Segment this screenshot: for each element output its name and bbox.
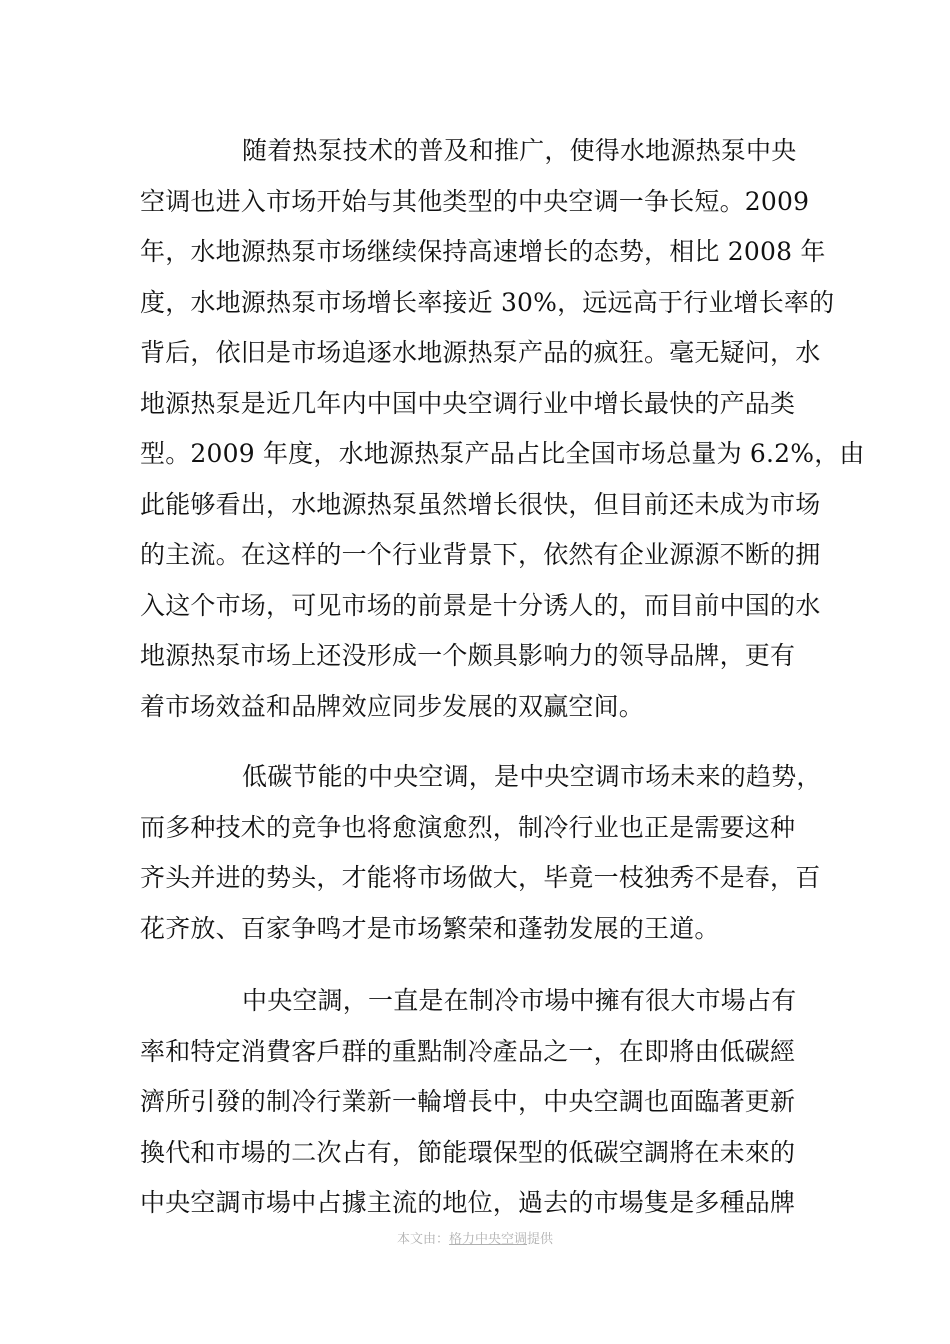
text-line: 濟所引發的制冷行業新一輪增長中，中央空調也面臨著更新 <box>140 1087 796 1116</box>
paragraph-low-carbon <box>140 752 820 954</box>
text-line: 背后，依旧是市场追逐水地源热泵产品的疯狂。毫无疑问，水 <box>140 338 821 367</box>
text-line: 花齐放、百家争鸣才是市场繁荣和蓬勃发展的王道。 <box>140 913 720 943</box>
text-line: 空调也进入市场开始与其他类型的中央空调一争长短。2009 <box>140 186 810 216</box>
paragraph-water-source-heat-pump <box>140 126 865 732</box>
text-line: 低碳节能的中央空调，是中央空调市场未来的趋势， <box>242 762 822 791</box>
text-line: 着市场效益和品牌效应同步发展的双赢空间。 <box>140 691 645 721</box>
text-line: 換代和市場的二次占有，節能環保型的低碳空調將在未來的 <box>140 1137 796 1167</box>
footer-link[interactable]: 格力中央空调 <box>448 1232 527 1247</box>
text-line: 度，水地源热泵市场增长率接近 30%，远远高于行业增长率的 <box>140 287 835 317</box>
footer-credit <box>0 1228 950 1247</box>
text-line: 随着热泵技术的普及和推广，使得水地源热泵中央 <box>242 136 797 165</box>
text-line: 入这个市场，可见市场的前景是十分诱人的，而目前中国的水 <box>140 590 821 620</box>
text-line: 此能够看出，水地源热泵虽然增长很快，但目前还未成为市场 <box>140 489 821 519</box>
text-line: 地源热泵是近几年内中国中央空调行业中增长最快的产品类 <box>140 388 796 418</box>
paragraph-central-ac-traditional <box>140 976 820 1229</box>
text-line: 率和特定消費客戶群的重點制冷產品之一，在即將由低碳經 <box>140 1036 796 1066</box>
text-line: 中央空調，一直是在制冷市場中擁有很大市場占有 <box>242 986 797 1015</box>
text-line: 地源热泵市场上还没形成一个颇具影响力的领导品牌，更有 <box>140 641 796 670</box>
text-line: 齐头并进的势头，才能将市场做大，毕竟一枝独秀不是春，百 <box>140 863 821 892</box>
text-line: 的主流。在这样的一个行业背景下，依然有企业源源不断的拥 <box>140 540 821 569</box>
text-line: 年，水地源热泵市场继续保持高速增长的态势，相比 2008 年 <box>140 237 826 266</box>
text-line: 型。2009 年度，水地源热泵产品占比全国市场总量为 6.2%，由 <box>140 439 865 468</box>
text-line: 中央空調市場中占據主流的地位，過去的市場隻是多種品牌 <box>140 1188 796 1217</box>
text-line: 而多种技术的竞争也将愈演愈烈，制冷行业也正是需要这种 <box>140 812 796 842</box>
footer-suffix: 提供 <box>527 1232 554 1247</box>
footer-prefix: 本文由： <box>396 1232 449 1247</box>
